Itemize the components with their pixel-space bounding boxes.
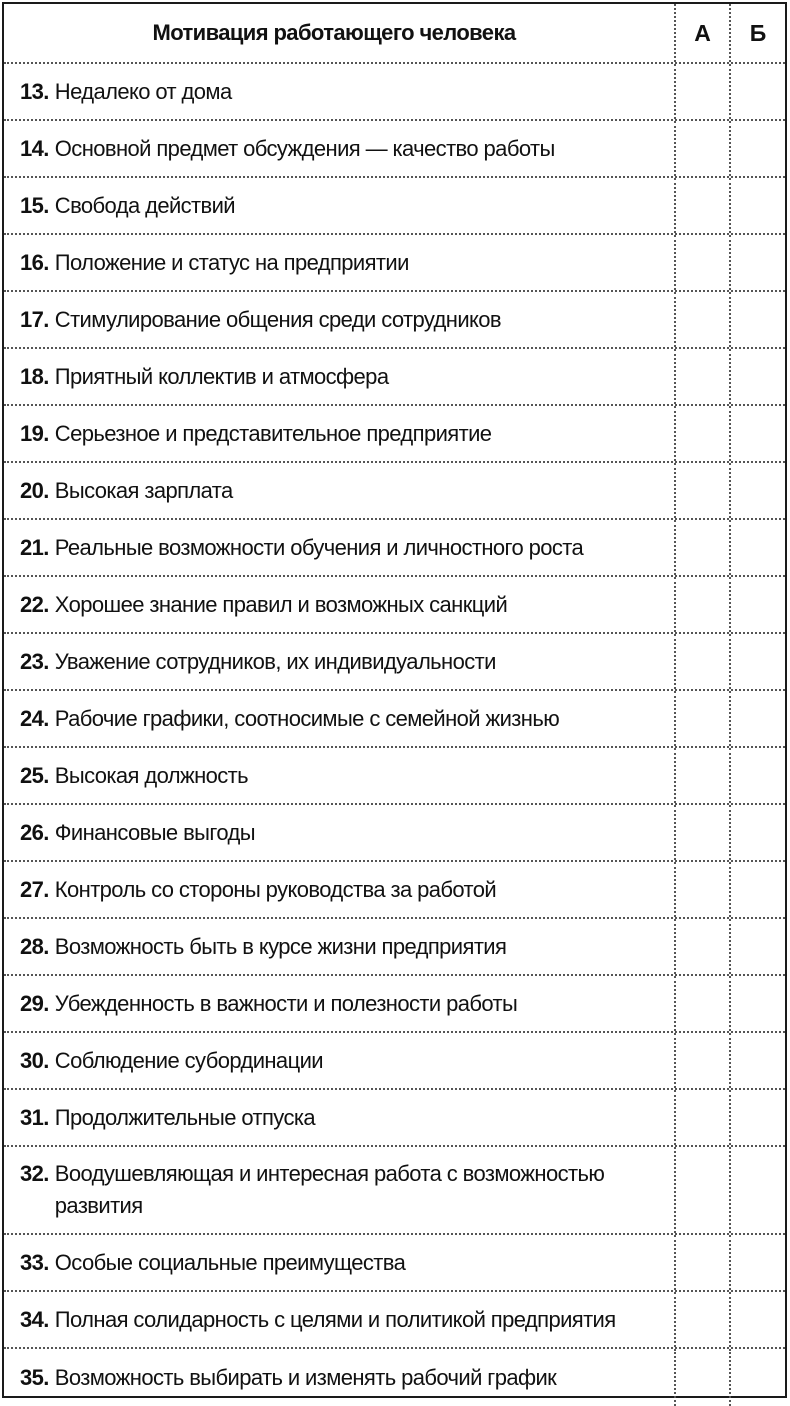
item-number: 16. (20, 249, 49, 275)
answer-cell-b[interactable] (729, 1349, 785, 1406)
table-row (4, 1292, 785, 1349)
item-number: 18. (20, 363, 49, 389)
answer-cell-b[interactable] (729, 349, 785, 404)
header-title: Мотивация работающего человека (152, 20, 516, 45)
table-row (4, 64, 785, 121)
item-text: Соблюдение субординации (54, 1047, 323, 1073)
item-cell (4, 520, 674, 575)
item-cell (4, 121, 674, 176)
table-row (4, 1235, 785, 1292)
item-number: 23. (20, 648, 49, 674)
item-number: 32. (20, 1161, 49, 1186)
item-number: 13. (20, 78, 49, 104)
item-cell (4, 235, 674, 290)
answer-cell-b[interactable] (729, 1147, 785, 1233)
item-number: 31. (20, 1104, 49, 1130)
answer-cell-b[interactable] (729, 121, 785, 176)
item-text: Положение и статус на предприятии (54, 249, 409, 275)
table-row (4, 121, 785, 178)
item-cell (4, 1292, 674, 1347)
item-text: Возможность быть в курсе жизни предприятия (54, 933, 507, 959)
answer-cell-a[interactable] (674, 862, 729, 917)
answer-cell-a[interactable] (674, 748, 729, 803)
item-text: Хорошее знание правил и возможных санкций (54, 591, 508, 617)
table-row (4, 349, 785, 406)
item-number: 17. (20, 306, 49, 332)
answer-cell-b[interactable] (729, 976, 785, 1031)
item-text: Реальные возможности обучения и личностного роста (54, 534, 584, 560)
item-text: Недалеко от дома (54, 78, 232, 104)
item-cell (4, 349, 674, 404)
answer-cell-b[interactable] (729, 1235, 785, 1290)
item-cell (4, 1349, 674, 1406)
item-cell (4, 805, 674, 860)
item-number: 22. (20, 591, 49, 617)
table-row (4, 691, 785, 748)
item-cell (4, 292, 674, 347)
item-number: 24. (20, 705, 49, 731)
table-row (4, 1349, 785, 1406)
answer-cell-b[interactable] (729, 292, 785, 347)
answer-cell-b[interactable] (729, 919, 785, 974)
item-cell (4, 463, 674, 518)
item-number: 28. (20, 933, 49, 959)
item-number: 27. (20, 876, 49, 902)
answer-cell-b[interactable] (729, 862, 785, 917)
answer-cell-a[interactable] (674, 805, 729, 860)
item-cell (4, 64, 674, 119)
motivation-table (2, 2, 787, 1398)
answer-cell-a[interactable] (674, 634, 729, 689)
item-cell (4, 577, 674, 632)
answer-cell-b[interactable] (729, 577, 785, 632)
table-row (4, 634, 785, 691)
item-text: Приятный коллектив и атмосфера (54, 363, 389, 389)
header-col-a: А (674, 4, 729, 62)
table-row (4, 1090, 785, 1147)
table-row (4, 178, 785, 235)
answer-cell-a[interactable] (674, 121, 729, 176)
item-number: 29. (20, 990, 49, 1016)
answer-cell-b[interactable] (729, 64, 785, 119)
table-row (4, 748, 785, 805)
answer-cell-b[interactable] (729, 520, 785, 575)
answer-cell-a[interactable] (674, 64, 729, 119)
item-text: Воодушевляющая и интересная работа с возможностью развития (54, 1161, 605, 1218)
answer-cell-b[interactable] (729, 178, 785, 233)
answer-cell-b[interactable] (729, 1090, 785, 1145)
table-header-row (4, 4, 785, 64)
item-text: Свобода действий (54, 192, 236, 218)
table-row (4, 1033, 785, 1090)
answer-cell-a[interactable] (674, 976, 729, 1031)
answer-cell-a[interactable] (674, 520, 729, 575)
answer-cell-a[interactable] (674, 1090, 729, 1145)
answer-cell-a[interactable] (674, 1033, 729, 1088)
answer-cell-b[interactable] (729, 463, 785, 518)
answer-cell-b[interactable] (729, 406, 785, 461)
item-number: 15. (20, 192, 49, 218)
item-text: Рабочие графики, соотносимые с семейной жизнью (54, 705, 560, 731)
table-row (4, 406, 785, 463)
item-cell (4, 1033, 674, 1088)
item-cell (4, 1090, 674, 1145)
item-number: 21. (20, 534, 49, 560)
item-text: Серьезное и представительное предприятие (54, 420, 492, 446)
item-number: 25. (20, 762, 49, 788)
item-text: Стимулирование общения среди сотрудников (54, 306, 502, 332)
item-text: Продолжительные отпуска (54, 1104, 316, 1130)
answer-cell-a[interactable] (674, 463, 729, 518)
answer-cell-b[interactable] (729, 1033, 785, 1088)
answer-cell-a[interactable] (674, 292, 729, 347)
answer-cell-a[interactable] (674, 178, 729, 233)
table-row (4, 1147, 785, 1235)
answer-cell-b[interactable] (729, 691, 785, 746)
answer-cell-b[interactable] (729, 1292, 785, 1347)
answer-cell-a[interactable] (674, 1147, 729, 1233)
item-number: 34. (20, 1306, 49, 1332)
item-number: 19. (20, 420, 49, 446)
item-cell (4, 748, 674, 803)
item-cell (4, 178, 674, 233)
table-row (4, 292, 785, 349)
item-cell (4, 919, 674, 974)
item-cell (4, 862, 674, 917)
table-row (4, 520, 785, 577)
item-number: 33. (20, 1249, 49, 1275)
item-text: Особые социальные преимущества (54, 1249, 406, 1275)
answer-cell-a[interactable] (674, 691, 729, 746)
item-cell (4, 1147, 674, 1233)
header-col-b: Б (729, 4, 785, 62)
table-row (4, 577, 785, 634)
item-number: 14. (20, 135, 49, 161)
answer-cell-a[interactable] (674, 349, 729, 404)
item-cell (4, 406, 674, 461)
item-number: 26. (20, 819, 49, 845)
item-text: Полная солидарность с целями и политикой предприятия (54, 1306, 616, 1332)
answer-cell-b[interactable] (729, 748, 785, 803)
item-text: Убежденность в важности и полезности работы (54, 990, 518, 1016)
table-row (4, 235, 785, 292)
item-cell (4, 634, 674, 689)
item-text: Основной предмет обсуждения — качество работы (54, 135, 555, 161)
item-cell (4, 1235, 674, 1290)
answer-cell-b[interactable] (729, 634, 785, 689)
item-cell (4, 691, 674, 746)
answer-cell-a[interactable] (674, 235, 729, 290)
answer-cell-a[interactable] (674, 919, 729, 974)
answer-cell-a[interactable] (674, 1349, 729, 1406)
item-number: 20. (20, 477, 49, 503)
table-row (4, 919, 785, 976)
table-row (4, 976, 785, 1033)
item-text: Уважение сотрудников, их индивидуальности (54, 648, 496, 674)
item-text: Возможность выбирать и изменять рабочий график (54, 1364, 557, 1390)
answer-cell-a[interactable] (674, 577, 729, 632)
item-number: 35. (20, 1364, 49, 1390)
answer-cell-a[interactable] (674, 1235, 729, 1290)
item-text: Высокая должность (54, 762, 249, 788)
table-row (4, 805, 785, 862)
answer-cell-b[interactable] (729, 805, 785, 860)
item-text: Финансовые выгоды (54, 819, 255, 845)
answer-cell-a[interactable] (674, 1292, 729, 1347)
item-text: Контроль со стороны руководства за работой (54, 876, 497, 902)
item-number: 30. (20, 1047, 49, 1073)
item-text: Высокая зарплата (54, 477, 233, 503)
answer-cell-a[interactable] (674, 406, 729, 461)
table-row (4, 862, 785, 919)
item-cell (4, 976, 674, 1031)
answer-cell-b[interactable] (729, 235, 785, 290)
table-row (4, 463, 785, 520)
